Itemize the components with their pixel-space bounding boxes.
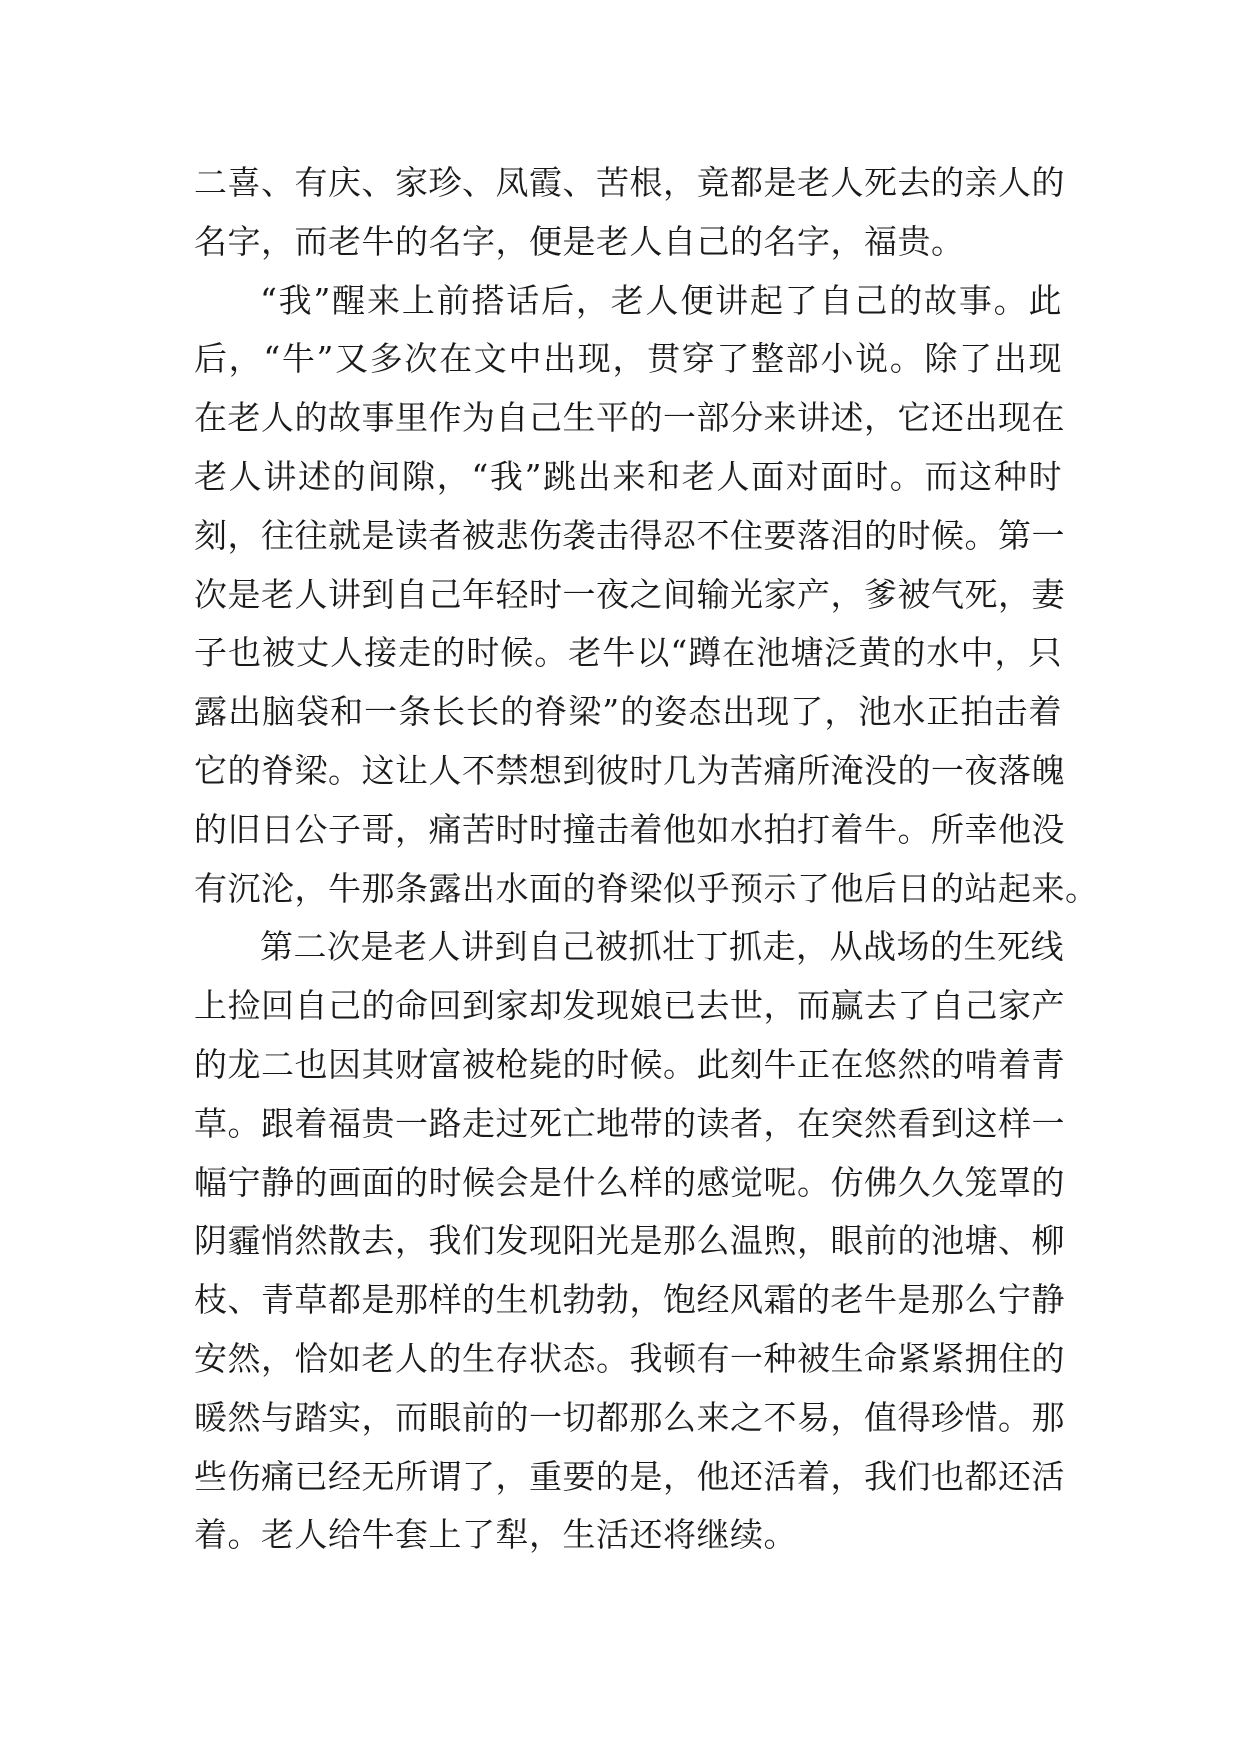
text-line: 安然，恰如老人的生存状态。我顿有一种被生命紧紧拥住的	[194, 1338, 1065, 1378]
text-line: 幅宁静的画面的时候会是什么样的感觉呢。仿佛久久笼罩的	[194, 1162, 1065, 1202]
text-line: 草。跟着福贵一路走过死亡地带的读者，在突然看到这样一	[194, 1103, 1065, 1143]
text-line: 在老人的故事里作为自己生平的一部分来讲述，它还出现在	[194, 398, 1065, 438]
text-line: 刻，往往就是读者被悲伤袭击得忍不住要落泪的时候。第一	[194, 515, 1065, 555]
text-line: 老人讲述的间隙，“我”跳出来和老人面对面时。而这种时	[194, 456, 1062, 496]
text-line: 的旧日公子哥，痛苦时时撞击着他如水拍打着牛。所幸他没	[194, 809, 1065, 849]
body-text	[194, 154, 1099, 1565]
text-line: 二喜、有庆、家珍、凤霞、苦根，竟都是老人死去的亲人的	[194, 163, 1065, 202]
text-line: 着。老人给牛套上了犁，生活还将继续。	[194, 1515, 797, 1555]
paragraph-start-line: “我”醒来上前搭话后，老人便讲起了自己的故事。此	[260, 280, 1062, 320]
text-line: 有沉沦，牛那条露出水面的脊梁似乎预示了他后日的站起来。	[194, 868, 1099, 908]
text-line: 次是老人讲到自己年轻时一夜之间输光家产，爹被气死，妻	[194, 574, 1065, 614]
text-line: 阴霾悄然散去，我们发现阳光是那么温煦，眼前的池塘、柳	[194, 1221, 1065, 1261]
text-line: 暖然与踏实，而眼前的一切都那么来之不易，值得珍惜。那	[194, 1397, 1065, 1437]
text-line: 它的脊梁。这让人不禁想到彼时几为苦痛所淹没的一夜落魄	[194, 750, 1065, 790]
text-line: 枝、青草都是那样的生机勃勃，饱经风霜的老牛是那么宁静	[194, 1280, 1065, 1320]
text-line: 的龙二也因其财富被枪毙的时候。此刻牛正在悠然的啃着青	[194, 1044, 1065, 1084]
paragraph-start-line: 第二次是老人讲到自己被抓壮丁抓走，从战场的生死线	[260, 927, 1064, 967]
text-line: 后，“牛”又多次在文中出现，贯穿了整部小说。除了出现	[194, 339, 1062, 379]
text-line: 上捡回自己的命回到家却发现娘已去世，而赢去了自己家产	[194, 986, 1065, 1026]
text-line: 些伤痛已经无所谓了，重要的是，他还活着，我们也都还活	[194, 1456, 1065, 1496]
text-line: 露出脑袋和一条长长的脊梁”的姿态出现了，池水正拍击着	[194, 692, 1062, 732]
text-line: 子也被丈人接走的时候。老牛以“蹲在池塘泛黄的水中，只	[194, 633, 1062, 673]
text-line: 名字，而老牛的名字，便是老人自己的名字，福贵。	[194, 221, 965, 261]
